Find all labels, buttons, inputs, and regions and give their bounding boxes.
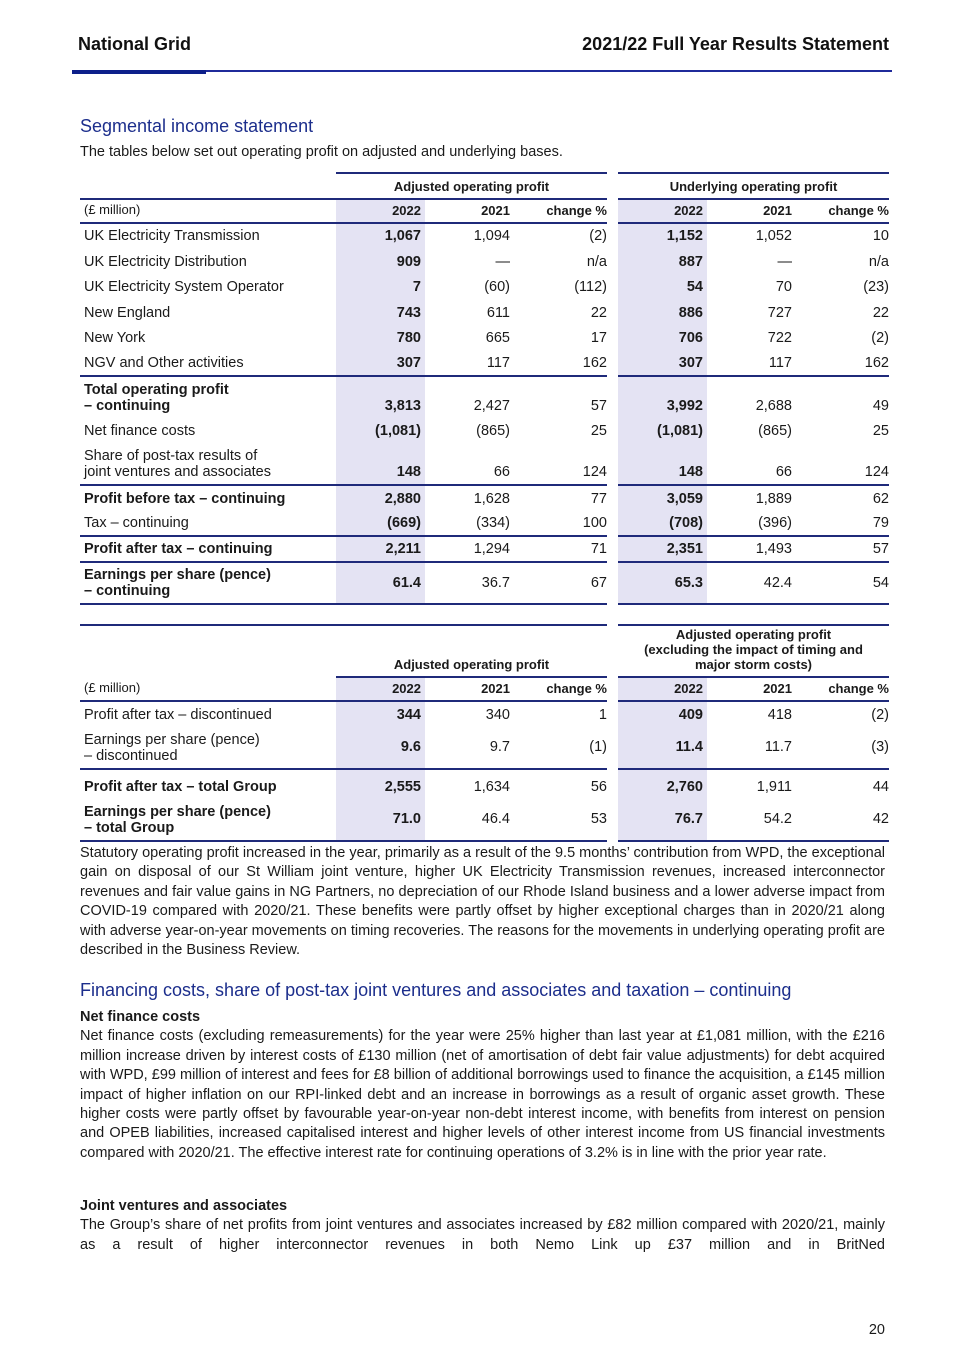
table-row: Tax – continuing (669) (334) 100 (708) (396) 79 [80, 511, 889, 537]
col-header: 2021 [707, 677, 794, 701]
unit-label: (£ million) [80, 199, 336, 223]
group-header-row [80, 625, 889, 677]
column-header-row [80, 199, 889, 223]
statutory-paragraph: Statutory operating profit increased in the year, primarily as a result of the 9.5 months’ contribution from WPD, the exceptional gain on disposal of our St William joint venture, higher UK Electricity Transmission revenues, increased interconnector revenues and fair value gains in NG Partners, no depreciation of our Rhode Island business and a lower adverse impact from COVID-19 compared with 2020/21. These benefits were partly offset by higher exceptional charges than in 2020/21 along with adverse year-on-year movements on timing recoveries. The reasons for the movements in underlying operating profit are described in the Business Review. [80, 845, 885, 959]
table-row: New York 780 665 17 706 722 (2) [80, 325, 889, 351]
section-title-financing: Financing costs, share of post-tax joint ventures and associates and taxation – continuing [80, 980, 792, 1000]
group-adjusted-excl-timing: Adjusted operating profit (excluding the impact of timing and major storm costs) [618, 625, 889, 677]
col-header: 2022 [336, 199, 425, 223]
group-underlying: Underlying operating profit [618, 173, 889, 199]
segmental-table-continuing [80, 172, 889, 605]
table-row: New England 743 611 22 886 727 22 [80, 299, 889, 325]
joint-ventures-body: The Group’s share of net profits from joint ventures and associates increased by £82 million compared with 2020/21, mainly as a result of higher interconnector revenues in both Nemo Link up £37 million and in BritNed [80, 1217, 885, 1253]
table-row: Earnings per share (pence) – discontinued 9.6 9.7 (1) 11.4 11.7 (3) [80, 727, 889, 769]
col-header: 2021 [425, 677, 512, 701]
table-row: Net finance costs (1,081) (865) 25 (1,081) (865) 25 [80, 418, 889, 444]
company-name: National Grid [78, 34, 192, 54]
header-accent-rule [72, 70, 206, 74]
subheading-joint-ventures: Joint ventures and associates [80, 1198, 288, 1214]
col-header: change % [512, 677, 607, 701]
table-row: UK Electricity Transmission 1,067 1,094 (2) 1,152 1,052 10 [80, 223, 889, 249]
col-header: change % [512, 199, 607, 223]
table-row-eps-group: Earnings per share (pence) – total Group 71.0 46.4 53 76.7 54.2 42 [80, 799, 889, 841]
net-finance-body: Net finance costs (excluding remeasurements) for the year were 25% higher than last year at £1,081 million, with the £216 million increase driven by interest costs of £130 million (net of amortisation of debt fair value adjustments) for debt acquired with WPD, £99 million of interest and fees for £8 billion of additional borrowings used to finance the acquisition, a £145 million impact of higher inflation on our RPI-linked debt and an increase in borrowings as a result of organic asset growth. These higher costs were partly offset by favourable year-on-year non-debt interest income, with benefits from interest on pension and OPEB liabilities, increased capitalised interest and higher levels of other interest income from US financial investments compared with 2020/21. The effective interest rate for continuing operations of 3.2% is in line with the prior year rate. [80, 1028, 885, 1161]
page-header [78, 34, 889, 58]
col-header: 2022 [336, 677, 425, 701]
table-row: UK Electricity System Operator 7 (60) (112) 54 70 (23) [80, 274, 889, 300]
group-adjusted: Adjusted operating profit [336, 173, 607, 199]
table-row-total-operating-profit: Total operating profit – continuing 3,813 2,427 57 3,992 2,688 49 [80, 376, 889, 418]
section-title-segmental: Segmental income statement [80, 116, 314, 136]
group-adjusted: Adjusted operating profit [336, 625, 607, 677]
table-row-profit-after-tax-group: Profit after tax – total Group 2,555 1,634 56 2,760 1,911 44 [80, 769, 889, 799]
segmental-table-discontinued [80, 624, 889, 842]
col-header: 2022 [618, 199, 707, 223]
col-header: 2021 [707, 199, 794, 223]
table-row-profit-before-tax: Profit before tax – continuing 2,880 1,628 77 3,059 1,889 62 [80, 485, 889, 511]
unit-label: (£ million) [80, 677, 336, 701]
net-finance-block [80, 1008, 885, 1163]
table-row-profit-after-tax: Profit after tax – continuing 2,211 1,294 71 2,351 1,493 57 [80, 536, 889, 562]
group-header-row [80, 173, 889, 199]
table-row: NGV and Other activities 307 117 162 307 117 162 [80, 350, 889, 376]
section-intro: The tables below set out operating profit on adjusted and underlying bases. [80, 144, 563, 160]
column-header-row [80, 677, 889, 701]
joint-ventures-block [80, 1197, 885, 1255]
table-row: UK Electricity Distribution 909 — n/a 887 — n/a [80, 248, 889, 274]
document-title: 2021/22 Full Year Results Statement [582, 34, 889, 54]
col-header: change % [794, 677, 889, 701]
col-header: change % [794, 199, 889, 223]
table-row: Profit after tax – discontinued 344 340 1 409 418 (2) [80, 701, 889, 727]
page-number: 20 [868, 1322, 885, 1338]
table-row-eps: Earnings per share (pence) – continuing 61.4 36.7 67 65.3 42.4 54 [80, 562, 889, 604]
table-row: Share of post-tax results of joint ventures and associates 148 66 124 148 66 124 [80, 443, 889, 485]
col-header: 2022 [618, 677, 707, 701]
subheading-net-finance: Net finance costs [80, 1009, 201, 1025]
col-header: 2021 [425, 199, 512, 223]
